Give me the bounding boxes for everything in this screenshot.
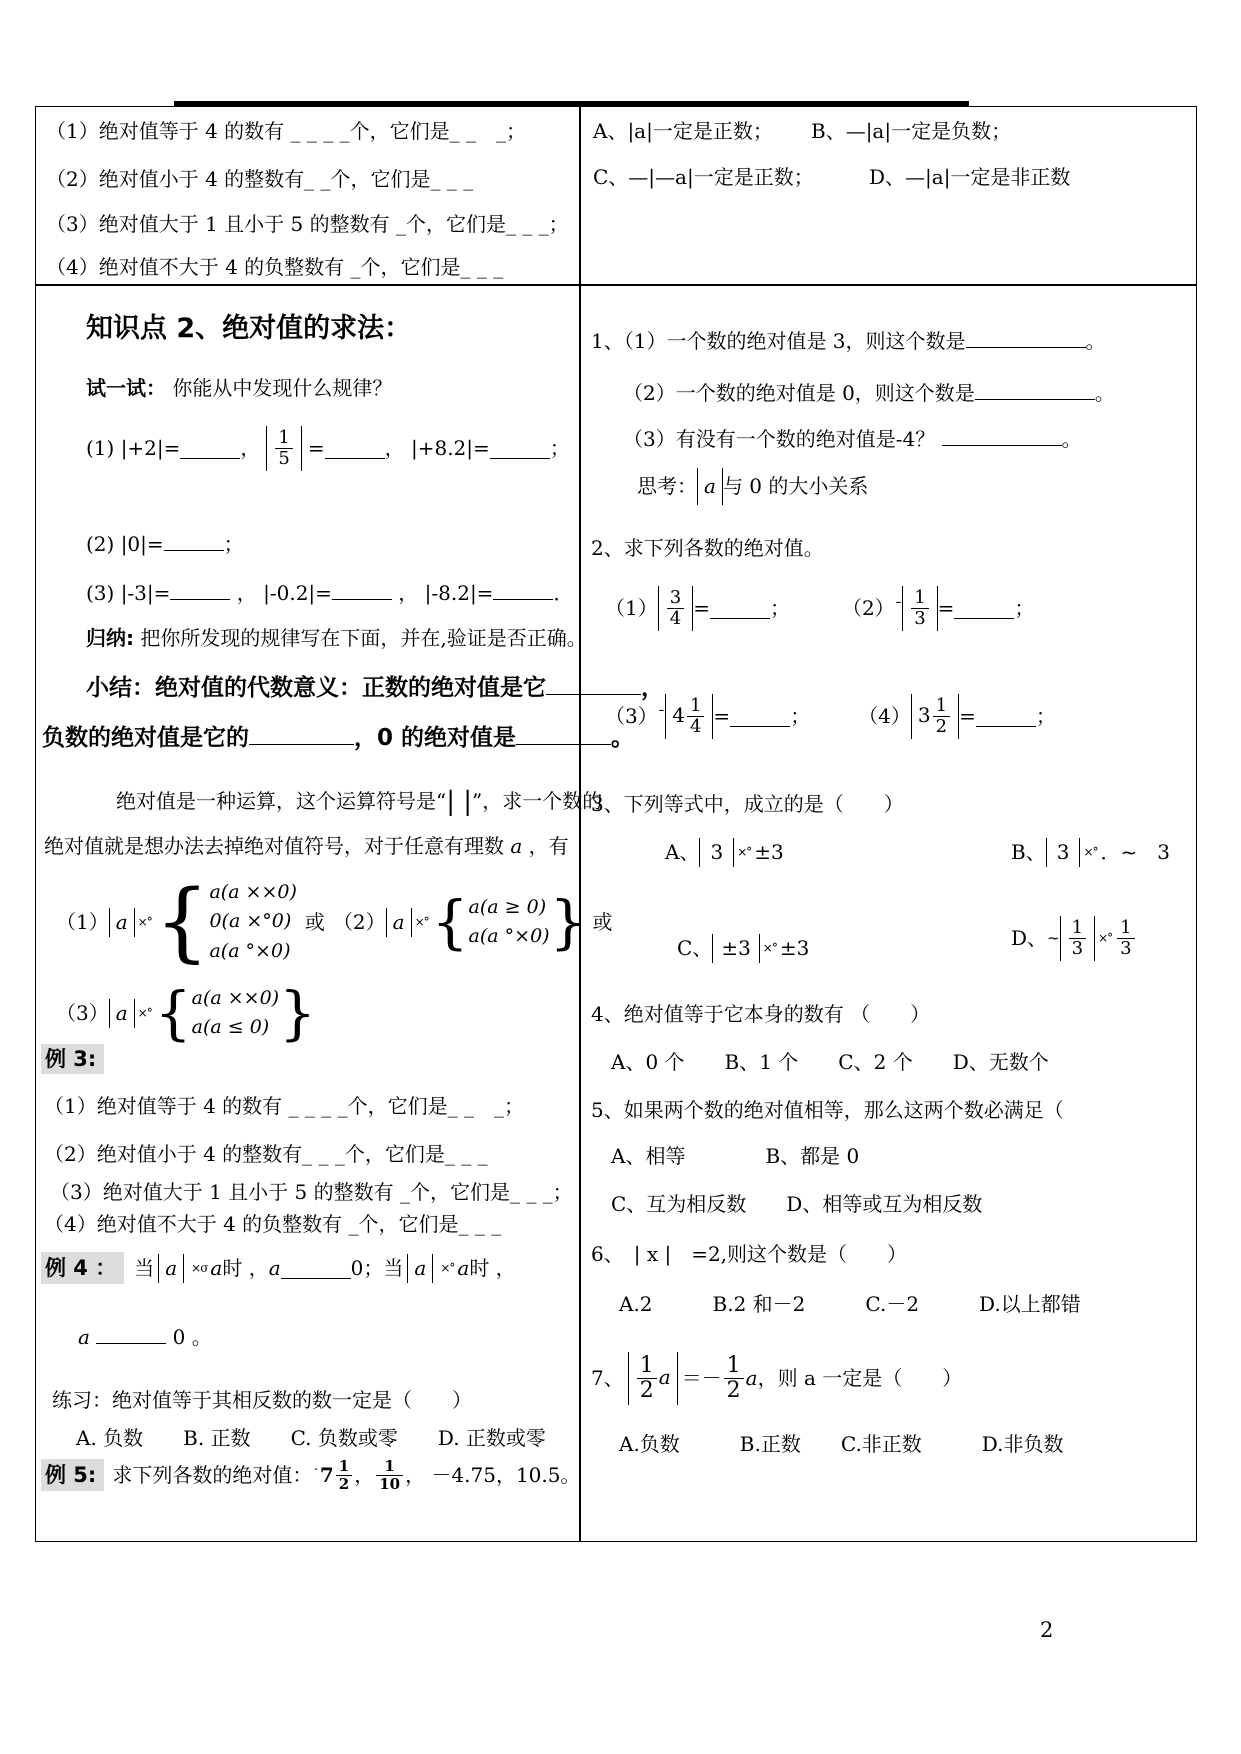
q2-line: 2、求下列各数的绝对值。 <box>591 536 824 560</box>
try-label: 试一试： <box>86 376 166 400</box>
problem-line: （3）绝对值大于 1 且小于 5 的整数有 _个，它们是_ _ _； <box>46 212 569 236</box>
abs-bars: a <box>386 908 412 937</box>
formula-3: （3） a ×° { a(a ××0) a(a ≤ 0) } <box>56 979 316 1048</box>
guina-line <box>86 626 587 651</box>
example-4-label: 例 4 ： <box>41 1252 124 1284</box>
q3-choice-b: B、 3 ×° ．~ 3 <box>1011 838 1170 867</box>
blank-underline <box>976 705 1036 727</box>
garbled-equals-symbol: ×° <box>1098 930 1113 945</box>
problem-line: （2）绝对值小于 4 的整数有_ _个，它们是_ _ _ <box>46 167 474 191</box>
think-label: 思考： <box>637 474 697 498</box>
page-number: 2 <box>1040 1618 1054 1642</box>
eq-text: ． <box>553 581 574 605</box>
problem-line: （4）绝对值不大于 4 的负整数有 _个，它们是_ _ _ <box>44 1212 502 1236</box>
fraction: $\frac{3}{4}$ <box>667 588 684 629</box>
abs-bars <box>1060 916 1095 961</box>
try-line <box>86 376 392 401</box>
q4-line: 4、绝对值等于它本身的数有 （ ） <box>591 1002 931 1026</box>
abs-bars <box>658 586 693 631</box>
blank-underline <box>493 578 553 600</box>
cases-stack: a(a ××0) a(a ≤ 0) <box>191 987 280 1039</box>
or-text: 或 <box>304 909 325 934</box>
q3-line: 3、下列等式中，成立的是（ ） <box>591 792 904 816</box>
blank-underline <box>325 437 385 459</box>
eq-line-1 <box>86 426 570 471</box>
guina-text: 把你所发现的规律写在下面，并在,验证是否正确。 <box>140 626 587 650</box>
practice-options: A. 负数 B. 正数 C. 负数或零 D. 正数或零 <box>76 1426 546 1450</box>
blank-underline <box>281 1257 351 1279</box>
eq-line-2 <box>86 529 244 557</box>
eq-text: (1) |+2|= <box>86 435 181 460</box>
cell-bottom-right <box>581 286 1196 1541</box>
stray-tick: ~ <box>1047 928 1060 947</box>
formula-index: （2） <box>332 909 386 934</box>
eq-text: ， |+8.2|= <box>384 435 490 460</box>
q2-items-1-2: （1） $\frac{3}{4}$ = ； （2） ¯ $\frac{1}{3}$ = ； <box>605 587 1035 629</box>
problem-line: （1）绝对值等于 4 的数有 _ _ _ _个，它们是_ _ _； <box>44 1094 524 1118</box>
stray-tick: ¯ <box>894 598 903 617</box>
think-line: 思考： a 与 0 的大小关系 <box>637 468 868 505</box>
paragraph-line-1: 绝对值是一种运算，这个运算符号是“| |”，求一个数的 <box>116 787 603 817</box>
problem-line: （1）绝对值等于 4 的数有 _ _ _ _个，它们是_ _ _； <box>46 119 526 143</box>
blank-underline <box>710 597 770 619</box>
abs-bars: 3 <box>699 838 734 867</box>
fraction: $\frac{1}{2}$ <box>336 1458 352 1492</box>
problem-line: （4）绝对值不大于 4 的负整数有 _个，它们是_ _ _ <box>46 255 504 279</box>
example-5-line: 例 5: 求下列各数的绝对值： ˙ 7 $\frac{1}{2}$ ， $\frac{1}{10}$ ， －4.75，10.5。 <box>41 1458 580 1492</box>
fraction: $\frac{1}{2}$ <box>933 696 950 737</box>
choice-d: D、—|a|一定是非正数 <box>869 165 1071 189</box>
abs-bars: 3 $\frac{1}{2}$ <box>911 694 959 739</box>
formula-1-2: （1） a ×° { a(a ××0) 0(a ×°0) a(a °×0) 或 （2） a ×° { a(a ≥ 0) a(a °×0) } 或 <box>56 872 613 973</box>
q5-options-1: A、相等 B、都是 0 <box>611 1144 860 1168</box>
garbled-equals-symbol: ×° <box>414 914 429 929</box>
abs-bars: 3 <box>1046 838 1081 867</box>
abs-bars: a <box>109 999 135 1028</box>
practice-line: 练习：绝对值等于其相反数的数一定是（ ） <box>52 1388 472 1412</box>
blank-underline <box>730 705 790 727</box>
abs-bars <box>902 586 937 631</box>
q6-line: 6、 | x | =2,则这个数是（ ） <box>591 1242 908 1266</box>
eq-text: ， |-0.2|= <box>236 581 332 605</box>
q2-items-3-4: （3） ¯ 4 $\frac{1}{4}$ = ； （4） 3 $\frac{1}{2}$ = ； <box>605 695 1056 737</box>
garbled-equals-symbol: ×° <box>137 1005 152 1020</box>
fraction: $\frac{1}{5}$ <box>275 428 292 469</box>
cell-top-right <box>581 107 1196 284</box>
eq-line-3 <box>86 578 573 606</box>
blank-underline <box>975 378 1095 400</box>
stray-tick: ¯ <box>657 706 666 725</box>
example-4-line: 例 4 ： 当 a ×σ a 时 ， a 0； 当 a ×° a 时 ， <box>41 1252 516 1284</box>
section-heading: 知识点 2、绝对值的求法： <box>86 313 412 344</box>
abs-bars: a <box>158 1254 184 1283</box>
q5-options-2: C、互为相反数 D、相等或互为相反数 <box>611 1192 983 1216</box>
q3-choice-c: C、 ±3 ×° ±3 <box>677 934 809 963</box>
garbled-equals-symbol: ×° <box>1083 845 1098 859</box>
formula-index: （1） <box>56 909 109 934</box>
cases-stack: a(a ××0) 0(a ×°0) a(a °×0) <box>209 881 297 962</box>
eq-text: ， |-8.2|= <box>398 581 494 605</box>
example-4-line-2: a 0 。 <box>78 1322 212 1350</box>
q5-line: 5、如果两个数的绝对值相等，那么这两个数必满足（ <box>591 1098 1064 1122</box>
q7-line: 7、 $\frac{1}{2}$ a ＝ － $\frac{1}{2}$ a ，则 a 一定是（ ） <box>591 1352 962 1405</box>
example-3-label: 例 3: <box>41 1044 104 1074</box>
cases-stack: a(a ≥ 0) a(a °×0) <box>468 895 550 948</box>
worksheet-table <box>35 106 1197 1542</box>
fraction: $\frac{1}{3}$ <box>911 588 928 629</box>
blank-underline <box>954 597 1014 619</box>
try-text: 你能从中发现什么规律？ <box>172 376 393 400</box>
fraction: $\frac{1}{4}$ <box>687 696 704 737</box>
eq-text: (3) |-3|= <box>86 581 171 605</box>
stray-dot: ˙ <box>312 1465 320 1484</box>
q3-choice-d: D、 ~ $\frac{1}{3}$ ×° $\frac{1}{3}$ <box>1011 916 1137 961</box>
blank-underline <box>96 1322 166 1344</box>
fraction: $\frac{1}{3}$ <box>1069 918 1086 959</box>
q7-options: A.负数 B.正数 C.非正数 D.非负数 <box>619 1432 1064 1456</box>
garbled-equals-symbol: ×° <box>762 941 777 955</box>
choice-a: A、|a|一定是正数； <box>593 119 773 143</box>
guina-label: 归纳: <box>86 626 134 650</box>
garbled-symbol: ×σ <box>191 1260 208 1275</box>
var-a: a <box>510 834 523 858</box>
garbled-symbol: ×° <box>440 1260 455 1275</box>
blank-underline <box>164 529 224 551</box>
blank-underline <box>966 326 1086 348</box>
summary-line-2: 负数的绝对值是它的 ，0 的绝对值是 。 <box>42 720 634 753</box>
example-5-label: 例 5: <box>41 1459 104 1491</box>
or-text: 或 <box>592 909 613 934</box>
q1-part2: （2）一个数的绝对值是 0，则这个数是 。 <box>623 378 1115 406</box>
abs-bars: 4 $\frac{1}{4}$ <box>665 694 713 739</box>
q6-options: A.2 B.2 和－2 C.－2 D.以上都错 <box>619 1292 1081 1316</box>
fraction: $\frac{1}{10}$ <box>376 1458 403 1492</box>
example-3-label-line <box>41 1046 104 1072</box>
abs-bars <box>266 426 301 471</box>
blank-underline <box>332 578 392 600</box>
blank-underline <box>180 437 240 459</box>
fraction: $\frac{1}{2}$ <box>724 1354 744 1403</box>
blank-underline <box>249 720 354 745</box>
choice-b: B、—|a|一定是负数； <box>811 119 1012 143</box>
abs-bars: a <box>697 468 723 505</box>
summary-line-1: 小结：绝对值的代数意义：正数的绝对值是它 ， <box>86 670 664 703</box>
blank-underline <box>942 424 1062 446</box>
abs-bars: a <box>109 908 135 937</box>
problem-line: （3）绝对值大于 1 且小于 5 的整数有 _个，它们是_ _ _； <box>50 1180 573 1204</box>
abs-bars: | | <box>446 787 473 817</box>
eq-text: = <box>307 435 325 460</box>
blank-underline <box>490 437 550 459</box>
eq-text: ； <box>223 532 244 556</box>
problem-line: （2）绝对值小于 4 的整数有_ _ _个，它们是_ _ _ <box>44 1142 488 1166</box>
formula-index: （3） <box>56 1000 109 1025</box>
fraction: $\frac{1}{3}$ <box>1117 918 1134 959</box>
q1-part1: 1、（1）一个数的绝对值是 3，则这个数是 。 <box>591 326 1106 354</box>
garbled-equals-symbol: ×° <box>737 845 752 859</box>
q4-options: A、0 个 B、1 个 C、2 个 D、无数个 <box>611 1050 1049 1074</box>
paragraph-line-2: 绝对值就是想办法去掉绝对值符号，对于任意有理数 a ，有 <box>44 834 569 858</box>
eq-text: ， <box>240 435 261 460</box>
garbled-equals-symbol: ×° <box>137 914 152 929</box>
cell-top-left <box>36 107 577 284</box>
q3-choice-a: A、 3 ×° ±3 <box>665 838 784 867</box>
blank-underline <box>170 578 230 600</box>
eq-text: (2) |0|= <box>86 532 164 556</box>
abs-bars: ±3 <box>712 934 759 963</box>
abs-bars: $\frac{1}{2}$ a <box>628 1352 678 1405</box>
q1-part3: （3）有没有一个数的绝对值是-4？ 。 <box>623 424 1082 452</box>
eq-text: ； <box>549 435 570 460</box>
choice-c: C、—|—a|一定是正数； <box>593 165 814 189</box>
abs-bars: a <box>407 1254 433 1283</box>
fraction: $\frac{1}{2}$ <box>637 1354 657 1403</box>
